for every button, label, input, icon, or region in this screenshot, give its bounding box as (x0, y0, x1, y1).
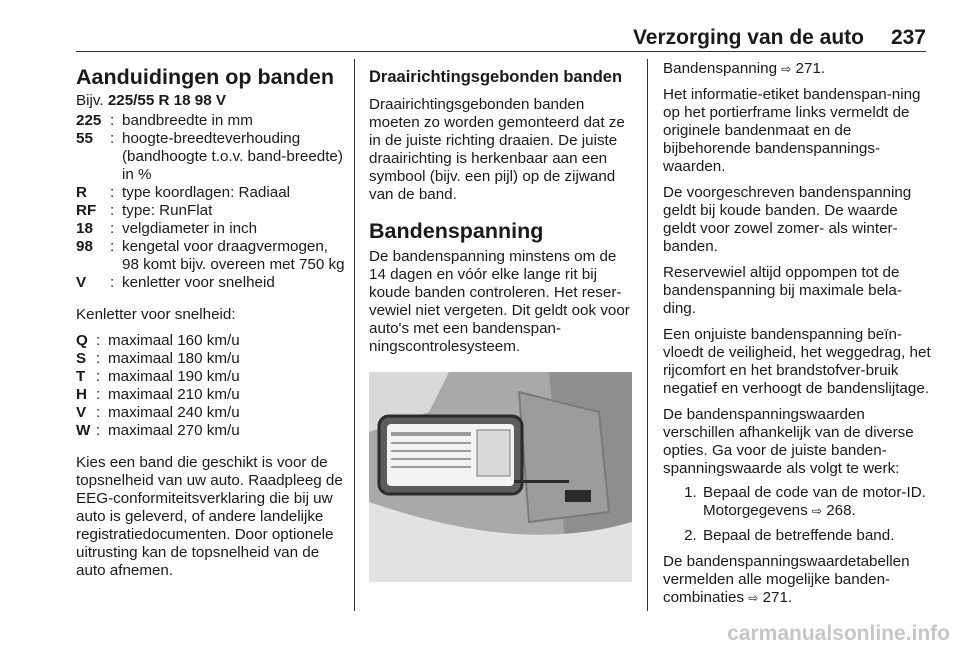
speed-separator: : (96, 386, 101, 403)
speed-row (76, 386, 346, 404)
code-key: 18 (76, 220, 93, 237)
speed-value: maximaal 240 km/u (108, 404, 240, 421)
options-paragraph: De bandenspanningswaarden verschillen afhankelijk van de diverse opties. Ga voor de juiste banden-spanningswaarde als volgt te werk: (663, 406, 914, 477)
code-row (76, 112, 346, 130)
code-value: kenletter voor snelheid (122, 274, 275, 291)
page-ref-arrow-icon: ⇨ (748, 591, 759, 605)
speed-separator: : (96, 404, 101, 421)
column-divider-1 (354, 59, 355, 611)
code-row (76, 202, 346, 220)
spare-wheel-paragraph: Reservewiel altijd oppompen tot de bandenspanning bij maximale bela-ding. (663, 264, 902, 317)
tables-text: De bandenspanningswaardetabellen vermelden alle mogelijke banden-combinaties (663, 553, 910, 606)
speed-key: V (76, 404, 87, 421)
code-row (76, 238, 346, 274)
label-paragraph: Het informatie-etiket bandenspan-ning op het portierframe links vermeldt de originele bandenmaat en de bijbehorende bandenspannings-waarden. (663, 86, 921, 175)
speed-separator: : (96, 332, 101, 349)
speed-row (76, 404, 346, 422)
photo-illustration (369, 372, 632, 582)
speed-key: H (76, 386, 87, 403)
code-key: RF (76, 202, 97, 219)
step-2 (701, 527, 931, 545)
speed-row (76, 368, 346, 386)
tables-paragraph (663, 553, 931, 607)
page-ref-arrow-icon: ⇨ (811, 504, 822, 518)
code-key: 98 (76, 238, 93, 255)
code-row (76, 184, 346, 202)
directional-paragraph: Draairichtingsgebonden banden moeten zo worden gemonteerd dat ze in de juiste richting draaien. De juiste draairichting is herkenbaar aan een symbool (bijv. een pijl) op de zijwand van de band. (369, 96, 625, 203)
speed-key: T (76, 368, 86, 385)
page-number: 237 (890, 26, 926, 49)
code-separator: : (110, 202, 115, 219)
code-separator: : (110, 130, 115, 147)
example-value: 225/55 R 18 98 V (107, 92, 227, 109)
door-frame-label-photo (369, 372, 632, 582)
speed-value: maximaal 270 km/u (108, 422, 240, 439)
code-value: hoogte-breedteverhouding (bandhoogte t.o.v. band-breedte) in % (122, 130, 343, 183)
column-divider-2 (647, 59, 648, 611)
example-prefix: Bijv. (76, 92, 104, 109)
speed-separator: : (96, 422, 101, 439)
speed-row (76, 332, 346, 350)
code-value: type koordlagen: Radiaal (122, 184, 291, 201)
page-header (76, 26, 926, 50)
code-value: bandbreedte in mm (122, 112, 253, 129)
code-value: velgdiameter in inch (122, 220, 258, 237)
step-2-text: Bepaal de betreffende band. (703, 527, 895, 544)
pressure-paragraph: De bandenspanning minstens om de 14 dagen en vóór elke lange rit bij koude banden controleren. Het reser-vewiel niet vergeten. Dit geldt ook voor auto's met een bandenspan-ningscontrolesysteem. (369, 248, 630, 355)
speed-key: Q (76, 332, 88, 349)
code-key: V (76, 274, 87, 291)
speed-value: maximaal 190 km/u (108, 368, 240, 385)
speed-list (76, 332, 346, 440)
speed-row (76, 422, 346, 440)
watermark: carmanualsonline.info (727, 622, 950, 645)
code-separator: : (110, 184, 115, 201)
pressure-reference (663, 60, 931, 78)
section-heading-directional-tyres: Draairichtingsgebonden banden (369, 68, 623, 86)
code-separator: : (110, 220, 115, 237)
header-rule (76, 51, 926, 52)
code-key: 225 (76, 112, 102, 129)
pressure-reference-text: Bandenspanning (663, 60, 778, 77)
cold-tyres-paragraph: De voorgeschreven bandenspanning geldt bij koude banden. De waarde geldt voor zowel zomer- als winter-banden. (663, 184, 912, 255)
code-row (76, 274, 346, 292)
code-row (76, 220, 346, 238)
code-value: type: RunFlat (122, 202, 213, 219)
speed-value: maximaal 210 km/u (108, 386, 240, 403)
column-3 (663, 60, 931, 615)
code-key: 55 (76, 130, 93, 147)
pressure-reference-link[interactable]: 271. (795, 60, 826, 77)
speed-row (76, 350, 346, 368)
section-heading-tyre-markings: Aanduidingen op banden (76, 65, 334, 89)
code-separator: : (110, 112, 115, 129)
chapter-title: Verzorging van de auto (632, 26, 864, 49)
speed-key: S (76, 350, 87, 367)
example-line (76, 92, 346, 110)
step-1 (701, 484, 931, 520)
speed-value: maximaal 180 km/u (108, 350, 240, 367)
column-2 (369, 60, 637, 364)
speed-separator: : (96, 368, 101, 385)
code-value: kengetal voor draagvermogen, 98 komt bijv. overeen met 750 kg (122, 238, 345, 273)
code-separator: : (110, 274, 115, 291)
closing-paragraph: Kies een band die geschikt is voor de topsnelheid van uw auto. Raadpleeg de EEG-conformiteitsverklaring die bij uw auto is geleverd, of andere landelijke registratiedocumenten. Door optionele uitrusting kan de topsnelheid van de auto afnemen. (76, 454, 343, 579)
page-ref-arrow-icon: ⇨ (781, 62, 792, 76)
tables-link[interactable]: 271. (762, 589, 793, 606)
code-separator: : (110, 238, 115, 255)
speed-intro: Kenletter voor snelheid: (76, 306, 236, 323)
section-heading-tyre-pressure: Bandenspanning (369, 219, 544, 243)
column-1 (76, 60, 346, 588)
steps-list (663, 484, 931, 545)
speed-separator: : (96, 350, 101, 367)
speed-key: W (76, 422, 91, 439)
step-1-text: Bepaal de code van de motor-ID. Motorgegevens (703, 484, 926, 519)
incorrect-pressure-paragraph: Een onjuiste bandenspanning beïn-vloedt de veiligheid, het weggedrag, het rijcomfort en het brandstofver-bruik negatief en verhoogt de bandenslijtage. (663, 326, 931, 397)
code-row (76, 130, 346, 184)
speed-value: maximaal 160 km/u (108, 332, 240, 349)
step-1-link[interactable]: 268. (826, 502, 856, 519)
code-key: R (76, 184, 87, 201)
code-list (76, 112, 346, 292)
